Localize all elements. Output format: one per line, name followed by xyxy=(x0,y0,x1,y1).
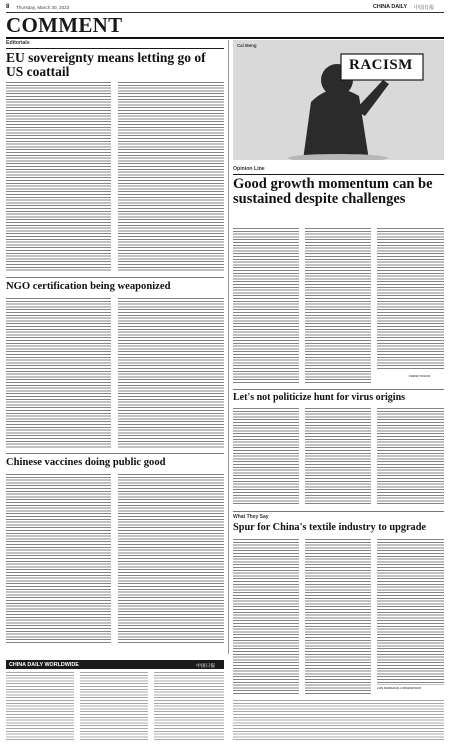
third-editorial-headline: Chinese vaccines doing public good xyxy=(6,457,166,468)
editorials-column xyxy=(6,40,224,656)
cartoon-credit: Cai Meng xyxy=(237,43,257,48)
opinion-second-col3 xyxy=(377,408,444,506)
opinion-second-headline: Let's not politicize hunt for virus origins xyxy=(233,392,406,403)
editorials-kicker: Editorials xyxy=(6,40,30,46)
masthead xyxy=(6,4,444,37)
footer-addresses-col3 xyxy=(154,672,224,742)
section-title: COMMENT xyxy=(6,13,123,37)
second-editorial-headline: NGO certification being weaponized xyxy=(6,281,171,292)
masthead-bottom-rule xyxy=(6,37,444,39)
footer-bar-title: CHINA DAILY WORLDWIDE xyxy=(9,661,79,668)
opinion-kicker-rule xyxy=(233,174,444,175)
opinion-line-kicker: Opinion Line xyxy=(233,166,265,172)
editorial-divider-2 xyxy=(6,453,224,454)
opinion-third-col1 xyxy=(233,539,299,694)
footer-addresses-col2 xyxy=(80,672,148,742)
opinion-third-col2 xyxy=(305,539,371,694)
cartoon xyxy=(233,40,444,160)
column-separator xyxy=(228,40,229,654)
opinion-main-col3 xyxy=(377,228,444,370)
dateline: Thursday, March 30, 2023 xyxy=(16,4,70,10)
opinion-main-headline: Good growth momentum can be sustained despite challenges xyxy=(233,176,433,207)
editorials-kicker-rule xyxy=(6,48,224,49)
lead-editorial-headline: EU sovereignty means letting go of US coattail xyxy=(6,50,206,79)
lead-editorial-col2 xyxy=(118,82,224,272)
footer-cn-name: 中国日报 xyxy=(196,663,216,669)
opinion-third-headline: Spur for China's textile industry to upgrade xyxy=(233,522,426,533)
second-editorial-col2 xyxy=(118,298,224,448)
opinion-third-col3 xyxy=(377,539,444,685)
what-they-say-kicker: What They Say xyxy=(233,514,269,520)
lead-editorial-col1 xyxy=(6,82,111,272)
opinion-main-byline: ZHENG YICHUN xyxy=(409,374,431,378)
footer xyxy=(6,660,224,744)
opinion-second-col2 xyxy=(305,408,371,506)
opinion-second-col1 xyxy=(233,408,299,506)
editorial-divider-1 xyxy=(6,277,224,278)
opinion-third-byline: LIAN ZHENGJIAN, A RESEARCHER xyxy=(377,687,421,690)
paper-name-cn: 中国日报 xyxy=(414,5,435,11)
paper-name: CHINA DAILY xyxy=(373,4,408,10)
opinion-divider-1 xyxy=(233,389,444,390)
cartoon-caption: RACISM xyxy=(349,57,413,73)
opinion-main-col2 xyxy=(305,228,371,384)
page-number: 8 xyxy=(6,4,10,10)
second-editorial-col1 xyxy=(6,298,111,448)
footer-addresses-col1 xyxy=(6,672,74,742)
opinion-main-col1 xyxy=(233,228,299,384)
third-editorial-col1 xyxy=(6,474,111,644)
opinion-divider-2 xyxy=(233,511,444,512)
opinion-bottom-text xyxy=(233,700,444,742)
opinion-column xyxy=(233,40,444,690)
third-editorial-col2 xyxy=(118,474,224,644)
footer-bar xyxy=(6,660,224,669)
